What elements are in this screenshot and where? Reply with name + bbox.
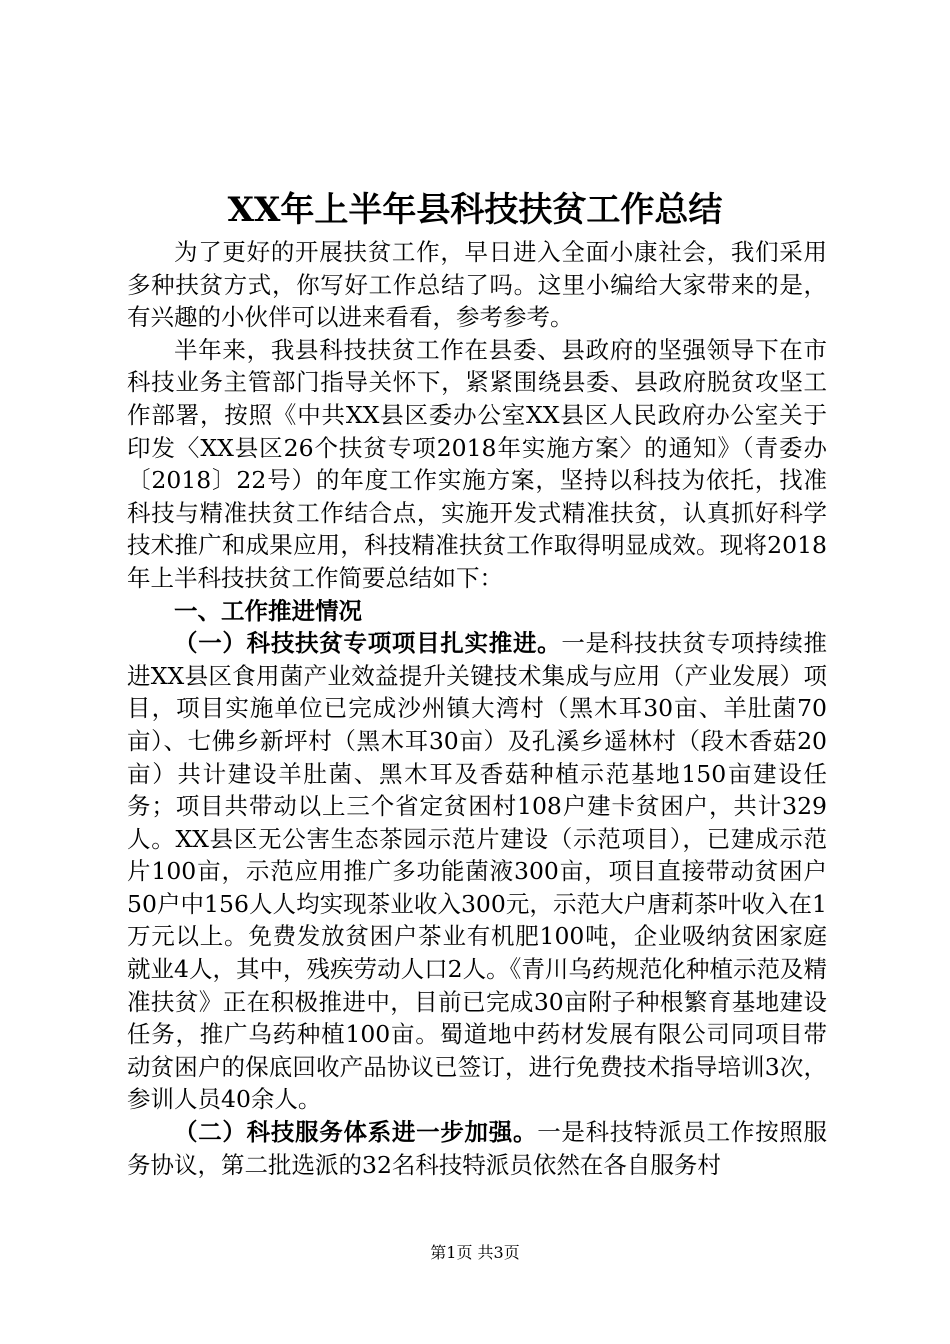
- intro-paragraph: 为了更好的开展扶贫工作，早日进入全面小康社会，我们采用多种扶贫方式，你写好工作总结了吗。这里小编给大家带来的是，有兴趣的小伙伴可以进来看看，参考参考。: [127, 238, 827, 332]
- page-footer: 第1页 共3页: [430, 1243, 520, 1262]
- section-heading: 一、工作推进情况: [174, 596, 362, 625]
- summary-paragraph: 半年来，我县科技扶贫工作在县委、县政府的坚强领导下在市科技业务主管部门指导关怀下，紧紧围绕县委、县政府脱贫攻坚工作部署，按照《中共XX县区委办公室XX县区人民政府办公室关于印发〈XX县区26个扶贫专项2018年实施方案〉的通知》（青委办〔2018〕22号）的年度工作实施方案，坚持以科技为依托，找准科技与精准扶贫工作结合点，实施开发式精准扶贫，认真抓好科学技术推广和成果应用，科技精准扶贫工作取得明显成效。现将2018年上半科技扶贫工作简要总结如下：: [127, 335, 827, 592]
- subsection-1-body: 一是科技扶贫专项持续推进XX县区食用菌产业效益提升关键技术集成与应用（产业发展）项目，项目实施单位已完成沙州镇大湾村（黑木耳30亩、羊肚菌70亩）、七佛乡新坪村（黑木耳30亩）及孔溪乡遥林村（段木香菇20亩）共计建设羊肚菌、黑木耳及香菇种植示范基地150亩建设任务；项目共带动以上三个省定贫困村108户建卡贫困户，共计329人。XX县区无公害生态茶园示范片建设（示范项目），已建成示范片100亩，示范应用推广多功能菌液300亩，项目直接带动贫困户50户中156人人均实现茶业收入300元，示范大户唐莉茶叶收入在1万元以上。免费发放贫困户茶业有机肥100吨，企业吸纳贫困家庭就业4人，其中，残疾劳动人口2人。《青川乌药规范化种植示范及精准扶贫》正在积极推进中，目前已完成30亩附子种根繁育基地建设任务，推广乌药种植100亩。蜀道地中药材发展有限公司同项目带动贫困户的保底回收产品协议已签订，进行免费技术指导培训3次，参训人员40余人。: [127, 629, 828, 1114]
- subsection-1-paragraph: [127, 627, 827, 1116]
- subsection-2-lead: （二）科技服务体系进一步加强。: [174, 1118, 538, 1147]
- subsection-2-paragraph: [127, 1116, 827, 1181]
- subsection-1-lead: （一）科技扶贫专项项目扎实推进。: [174, 629, 562, 658]
- document-title: XX年上半年县科技扶贫工作总结: [227, 190, 723, 230]
- document-body: [127, 236, 827, 1181]
- subsection-2-body: 一是科技特派员工作按照服务协议，第二批选派的32名科技特派员依然在各自服务村: [127, 1118, 828, 1179]
